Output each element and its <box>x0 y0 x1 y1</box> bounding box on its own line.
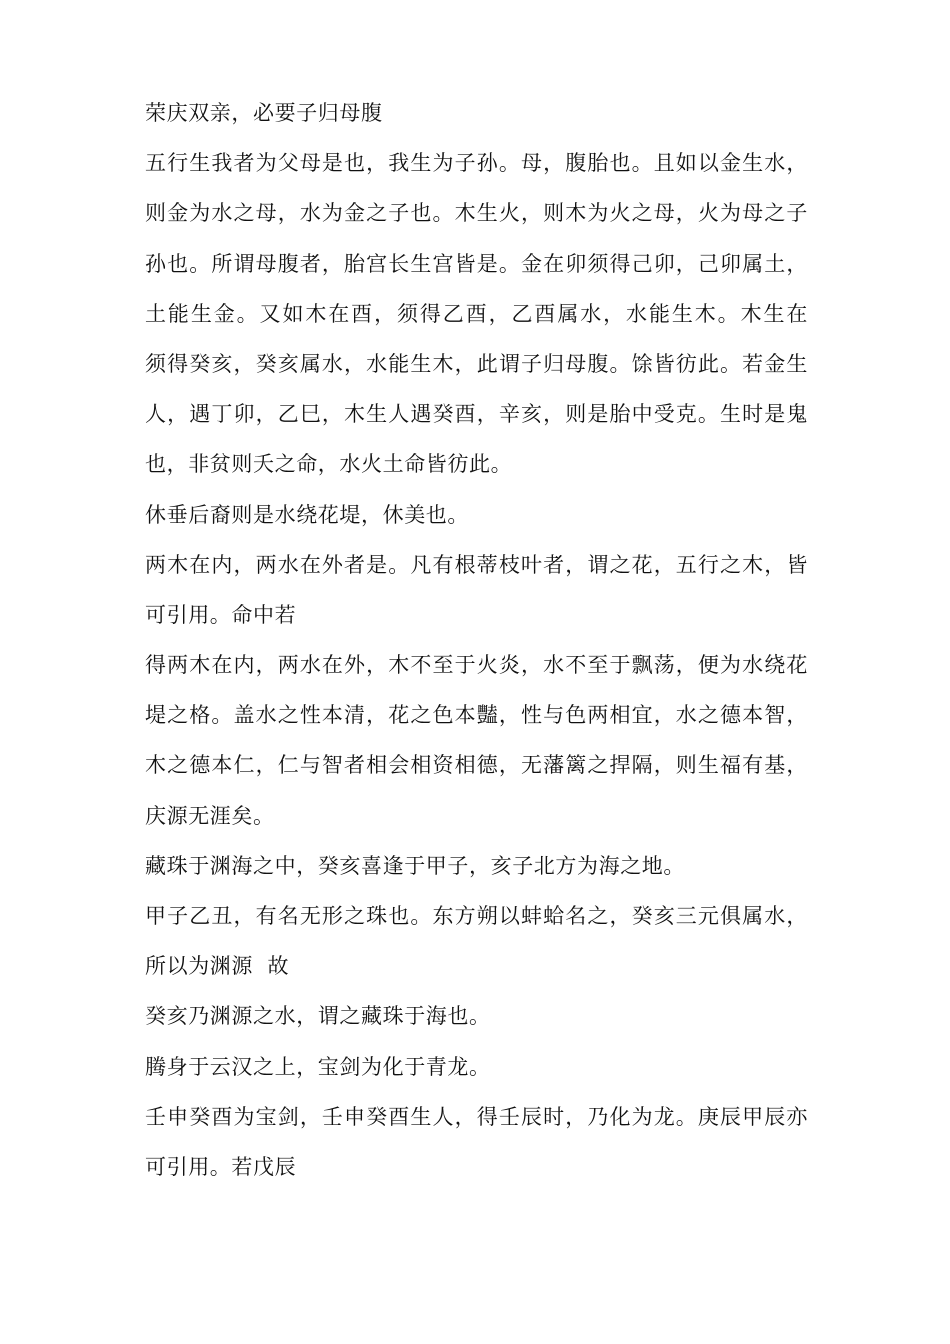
text-line: 可引用。命中若 <box>145 602 297 627</box>
heading-rongqing: 荣庆双亲，必要子归母腹 <box>145 101 383 125</box>
text-line: 孙也。所谓母腹者，胎宫长生宫皆是。金在卯须得己卯，己卯属土， <box>145 251 808 276</box>
text-line: 癸亥乃渊源之水，谓之藏珠于海也。 <box>145 1004 491 1029</box>
text-line: 壬申癸酉为宝剑，壬申癸酉生人，得壬辰时，乃化为龙。庚辰甲辰亦 <box>145 1104 808 1129</box>
text-line: 庆源无涯矣。 <box>145 803 275 828</box>
document-body <box>145 88 815 1192</box>
text-line: 可引用。若戊辰 <box>145 1154 297 1179</box>
text-line: 得两木在内，两水在外，木不至于火炎，水不至于飘荡，便为水绕花 <box>145 653 808 678</box>
text-line: 木之德本仁，仁与智者相会相资相德，无藩篱之捍隔，则生福有基， <box>145 753 808 778</box>
text-line: 也，非贫则夭之命，水火土命皆彷此。 <box>145 452 513 477</box>
text-line: 两木在内，两水在外者是。凡有根蒂枝叶者，谓之花，五行之木，皆 <box>145 552 808 577</box>
text-line: 土能生金。又如木在酉，须得乙酉，乙酉属水，水能生木。木生在 <box>145 301 808 326</box>
text-line: 五行生我者为父母是也，我生为子孙。母，腹胎也。且如以金生水， <box>145 151 808 176</box>
text-line: 须得癸亥，癸亥属水，水能生木，此谓子归母腹。馀皆彷此。若金生 <box>145 351 808 376</box>
text-line: 堤之格。盖水之性本清，花之色本豔，性与色两相宜，水之德本智， <box>145 703 808 728</box>
text-line: 甲子乙丑，有名无形之珠也。东方朔以蚌蛤名之，癸亥三元俱属水， <box>145 904 808 928</box>
text-line: 则金为水之母，水为金之子也。木生火，则木为火之母，火为母之子 <box>145 201 808 226</box>
heading-cangzhu: 藏珠于渊海之中，癸亥喜逢于甲子，亥子北方为海之地。 <box>145 853 685 878</box>
heading-xiuchui: 休垂后裔则是水绕花堤，休美也。 <box>145 502 469 527</box>
text-line: 人，遇丁卯，乙巳，木生人遇癸酉，辛亥，则是胎中受克。生时是鬼 <box>145 402 808 427</box>
heading-tengshen: 腾身于云汉之上，宝剑为化于青龙。 <box>145 1054 491 1079</box>
text-line: 所以为渊源 故 <box>145 954 290 979</box>
